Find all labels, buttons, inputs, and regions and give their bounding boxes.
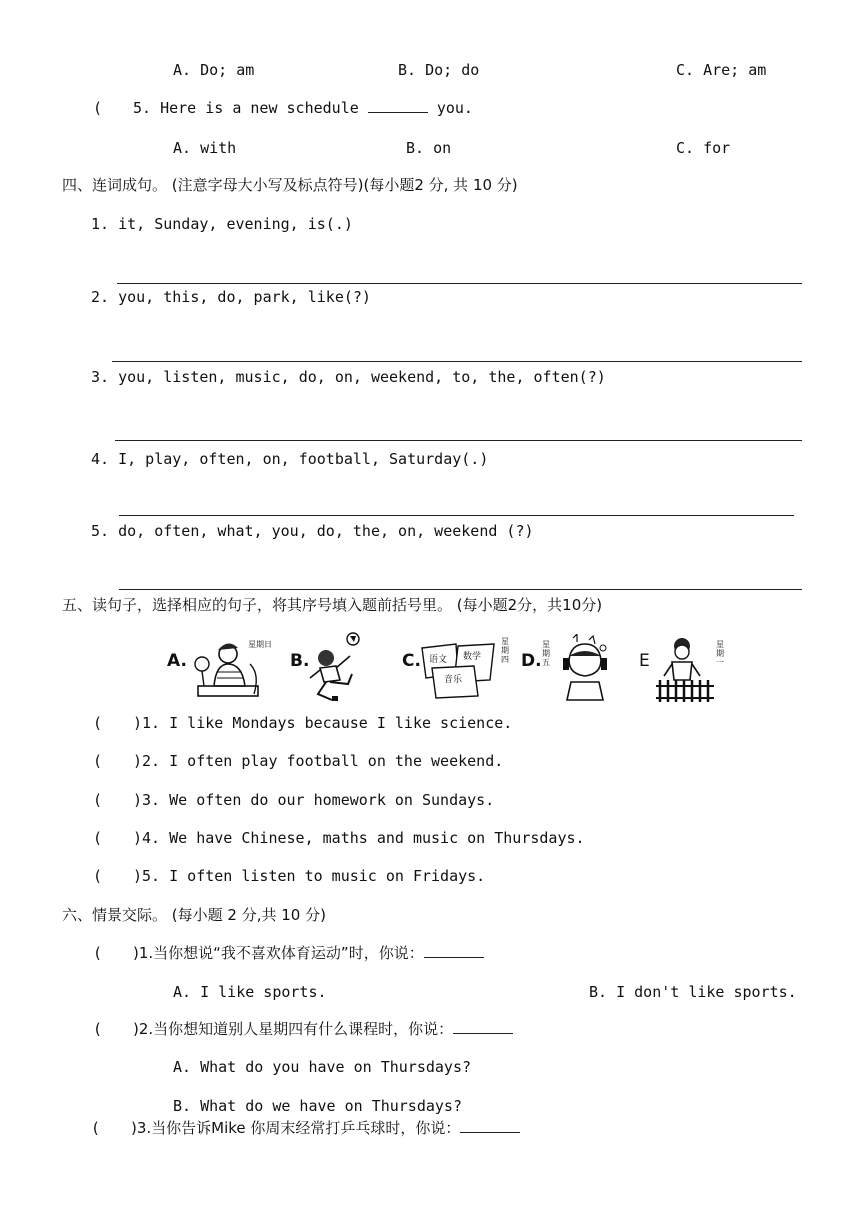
s6-paren-2[interactable]: ( <box>93 1020 103 1038</box>
s5-paren-2[interactable]: ( <box>93 752 103 770</box>
book-maths: 数学 <box>463 652 482 662</box>
q5-option-b: B. on <box>406 139 452 157</box>
pic-d-caption: 星期五 <box>542 640 550 667</box>
s6-q3-stem: )3.当你告诉Mike 你周末经常打乒乓球时，你说： <box>131 1118 520 1138</box>
pic-e-label: E <box>639 651 650 671</box>
s6-q2-stem: )2.当你想知道别人星期四有什么课程时，你说： <box>133 1019 513 1039</box>
football-boy-icon <box>308 630 370 704</box>
s6-q1-option-b: B. I don't like sports. <box>589 983 797 1001</box>
pic-c-label: C. <box>402 651 421 671</box>
s5-paren-3[interactable]: ( <box>93 791 103 809</box>
answer-line-5[interactable] <box>119 589 802 590</box>
s6-paren-3[interactable]: ( <box>91 1119 101 1137</box>
s5-item-2: )2. I often play football on the weekend. <box>133 752 504 770</box>
answer-line-1[interactable] <box>117 283 802 284</box>
books-icon <box>418 640 496 702</box>
pic-d-label: D. <box>521 651 542 671</box>
s6-q2-option-a: A. What do you have on Thursdays? <box>173 1058 472 1076</box>
s4-item-5: 5. do, often, what, you, do, the, on, weekend (?) <box>91 522 534 540</box>
q5-option-a: A. with <box>173 139 237 157</box>
section6-title: 六、情景交际。 (每小题 2 分,共 10 分) <box>62 906 326 924</box>
s5-item-4: )4. We have Chinese, maths and music on Thursdays. <box>133 829 585 847</box>
section4-title: 四、连词成句。 (注意字母大小写及标点符号)(每小题2 分, 共 10 分) <box>62 176 518 194</box>
q5-stem: 5. Here is a new schedule you. <box>133 99 473 117</box>
answer-line-4[interactable] <box>119 515 794 516</box>
s4-item-2: 2. you, this, do, park, like(?) <box>91 288 371 306</box>
answer-blank[interactable] <box>460 1118 520 1133</box>
answer-blank[interactable] <box>368 98 428 113</box>
s5-paren-1[interactable]: ( <box>93 714 103 732</box>
q5-paren: ( <box>93 99 103 117</box>
pic-b-label: B. <box>290 651 310 671</box>
s5-paren-5[interactable]: ( <box>93 867 103 885</box>
s4-item-4: 4. I, play, often, on, football, Saturday(.) <box>91 450 489 468</box>
pic-e-caption: 星期一 <box>716 640 724 667</box>
book-chinese: 语文 <box>429 655 448 665</box>
answer-line-3[interactable] <box>115 440 802 441</box>
q4-option-a: A. Do; am <box>173 61 255 79</box>
s5-item-1: )1. I like Mondays because I like science. <box>133 714 513 732</box>
answer-blank[interactable] <box>453 1019 513 1034</box>
pic-a-label: A. <box>167 651 187 671</box>
s6-q2-option-b: B. What do we have on Thursdays? <box>173 1097 462 1115</box>
s5-paren-4[interactable]: ( <box>93 829 103 847</box>
s4-item-3: 3. you, listen, music, do, on, weekend, to, the, often(?) <box>91 368 606 386</box>
music-girl-icon <box>555 634 617 704</box>
q4-option-c: C. Are; am <box>676 61 767 79</box>
q5-option-c: C. for <box>676 139 731 157</box>
s6-q1-stem: )1.当你想说“我不喜欢体育运动”时，你说： <box>133 943 484 963</box>
pic-c-caption: 星期四 <box>501 637 509 664</box>
book-music: 音乐 <box>444 675 463 685</box>
s5-item-5: )5. I often listen to music on Fridays. <box>133 867 486 885</box>
garden-girl-icon <box>654 634 716 704</box>
s6-paren-1[interactable]: ( <box>93 944 103 962</box>
answer-blank[interactable] <box>424 943 484 958</box>
section5-title: 五、读句子，选择相应的句子，将其序号填入题前括号里。 (每小题2分，共10分) <box>62 596 603 614</box>
s4-item-1: 1. it, Sunday, evening, is(.) <box>91 215 353 233</box>
s6-q1-option-a: A. I like sports. <box>173 983 327 1001</box>
q4-option-b: B. Do; do <box>398 61 480 79</box>
s5-item-3: )3. We often do our homework on Sundays. <box>133 791 495 809</box>
pic-a-caption: 星期日 <box>248 640 272 649</box>
answer-line-2[interactable] <box>112 361 802 362</box>
